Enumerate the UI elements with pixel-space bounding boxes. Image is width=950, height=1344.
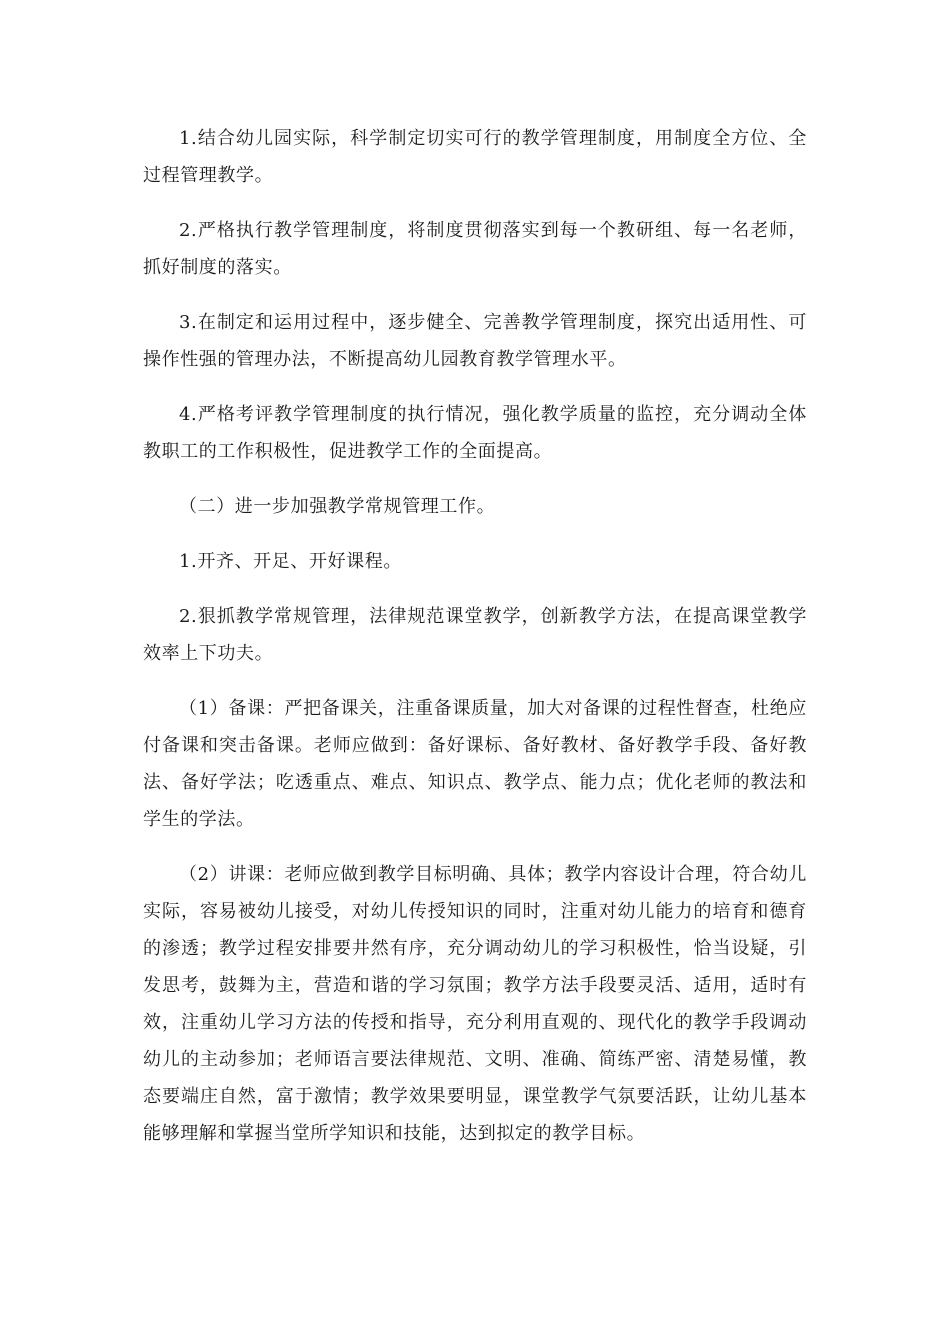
document-body bbox=[143, 120, 807, 1170]
paragraph-2: 2.严格执行教学管理制度，将制度贯彻落实到每一个教研组、每一名老师，抓好制度的落实。 bbox=[143, 220, 807, 278]
paragraph-1: 1.结合幼儿园实际，科学制定切实可行的教学管理制度，用制度全方位、全过程管理教学。 bbox=[143, 128, 807, 186]
paragraph-3: 3.在制定和运用过程中，逐步健全、完善教学管理制度，探究出适用性、可操作性强的管理办法，不断提高幼儿园教育教学管理水平。 bbox=[143, 312, 807, 370]
paragraph-4: 4.严格考评教学管理制度的执行情况，强化教学质量的监控，充分调动全体教职工的工作积极性，促进教学工作的全面提高。 bbox=[143, 404, 807, 462]
paragraph-6: 2.狠抓教学常规管理，法律规范课堂教学，创新教学方法，在提高课堂教学效率上下功夫。 bbox=[143, 606, 807, 664]
paragraph-5: 1.开齐、开足、开好课程。 bbox=[179, 551, 402, 572]
paragraph-7: （1）备课：严把备课关，注重备课质量，加大对备课的过程性督查，杜绝应付备课和突击备课。老师应做到：备好课标、备好教材、备好教学手段、备好教法、备好学法；吃透重点、难点、知识点、教学点、能力点；优化老师的教法和学生的学法。 bbox=[143, 698, 807, 830]
paragraph-8: （2）讲课：老师应做到教学目标明确、具体；教学内容设计合理，符合幼儿实际，容易被幼儿接受，对幼儿传授知识的同时，注重对幼儿能力的培育和德育的渗透；教学过程安排要井然有序，充分调动幼儿的学习积极性，恰当设疑，引发思考，鼓舞为主，营造和谐的学习氛围；教学方法手段要灵活、适用，适时有效，注重幼儿学习方法的传授和指导，充分利用直观的、现代化的教学手段调动幼儿的主动参加；老师语言要法律规范、文明、准确、简练严密、清楚易懂，教态要端庄自然，富于激情；教学效果要明显，课堂教学气氛要活跃，让幼儿基本能够理解和掌握当堂所学知识和技能，达到拟定的教学目标。 bbox=[143, 864, 807, 1144]
section-heading: （二）进一步加强教学常规管理工作。 bbox=[179, 496, 496, 517]
